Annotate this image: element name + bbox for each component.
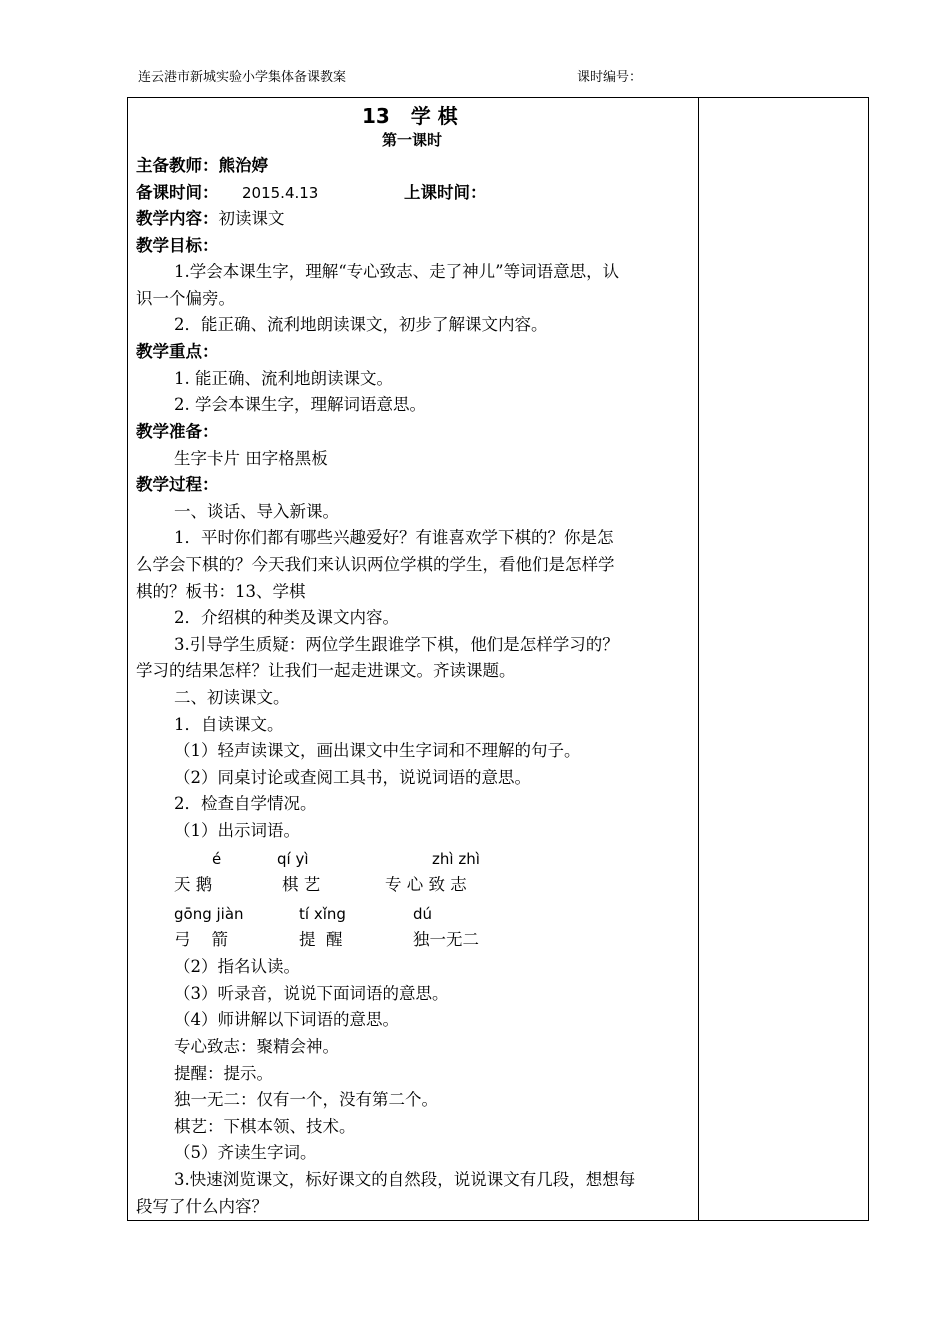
vocab-pinyin: zhì zhì: [432, 850, 480, 868]
vocab-word: 独一无二: [413, 930, 479, 949]
process-line: 专心致志：聚精会神。: [174, 1037, 339, 1056]
process-line: 1．自读课文。: [174, 715, 284, 734]
vocab-word: 弓 箭: [174, 930, 228, 949]
process-line: 1．平时你们都有哪些兴趣爱好？有谁喜欢学下棋的？你是怎: [174, 528, 614, 547]
key-point-1: 1. 能正确、流利地朗读课文。: [174, 369, 393, 388]
goal-1-line-a: 1.学会本课生字，理解“专心致志、走了神儿”等词语意思，认: [174, 262, 620, 281]
process-line: 2．检查自学情况。: [174, 794, 317, 813]
process-line: 3.快速浏览课文，标好课文的自然段，说说课文有几段，想想每: [174, 1170, 636, 1189]
prep-time-label: 备课时间：: [136, 183, 219, 202]
goals-label: 教学目标：: [136, 236, 219, 255]
lesson-number-label: 课时编号：: [577, 70, 643, 85]
vocab-pinyin: gōng jiàn: [174, 905, 244, 923]
process-line: 棋的？板书：13、学棋: [136, 582, 306, 601]
prep-date: 2015.4.13: [242, 184, 319, 202]
prep-time-line: [136, 183, 487, 203]
lesson-subtitle: 第一课时: [382, 131, 443, 149]
vocab-word: 天 鹅: [174, 875, 213, 894]
goal-2: 2．能正确、流利地朗读课文，初步了解课文内容。: [174, 315, 548, 334]
teacher-line: 主备教师：熊治婷: [136, 156, 268, 175]
process-line: （2）指名认读。: [174, 957, 300, 976]
goal-1-line-b: 识一个偏旁。: [136, 289, 235, 308]
process-line: 3.引导学生质疑：两位学生跟谁学下棋，他们是怎样学习的？: [174, 635, 619, 654]
vocab-pinyin: qí yì: [277, 850, 309, 868]
process-line: 一、谈话、导入新课。: [174, 502, 339, 521]
content-line: [136, 209, 285, 229]
process-line: 独一无二：仅有一个，没有第二个。: [174, 1090, 438, 1109]
vocab-word: 专 心 致 志: [385, 875, 467, 894]
vocab-word: 棋 艺: [282, 875, 321, 894]
key-point-2: 2. 学会本课生字，理解词语意思。: [174, 395, 426, 414]
process-line: 棋艺：下棋本领、技术。: [174, 1117, 356, 1136]
process-line: 二、初读课文。: [174, 688, 290, 707]
process-line: （2）同桌讨论或查阅工具书，说说词语的意思。: [174, 768, 531, 787]
process-line: （1）轻声读课文，画出课文中生字词和不理解的句子。: [174, 741, 581, 760]
school-header: 连云港市新城实验小学集体备课教案: [138, 70, 347, 85]
prep-items: 生字卡片 田字格黑板: [174, 449, 328, 468]
process-label: 教学过程：: [136, 475, 219, 494]
vocab-pinyin: tí xǐng: [299, 905, 346, 923]
column-divider: [698, 98, 699, 1220]
process-line: 2．介绍棋的种类及课文内容。: [174, 608, 399, 627]
process-line: （4）师讲解以下词语的意思。: [174, 1010, 399, 1029]
content-label: 教学内容：: [136, 209, 219, 228]
lesson-plan-table: [127, 97, 869, 1221]
content-value: 初读课文: [218, 209, 285, 228]
key-points-label: 教学重点：: [136, 342, 219, 361]
vocab-pinyin: é: [212, 850, 222, 868]
process-line: （5）齐读生字词。: [174, 1143, 317, 1162]
class-time-label: 上课时间：: [404, 183, 487, 202]
process-line: （1）出示词语。: [174, 821, 300, 840]
process-line: （3）听录音，说说下面词语的意思。: [174, 984, 449, 1003]
vocab-pinyin: dú: [413, 905, 433, 923]
process-line: 么学会下棋的？今天我们来认识两位学棋的学生，看他们是怎样学: [136, 555, 615, 574]
lesson-title: 13 学 棋: [362, 104, 458, 128]
prep-label: 教学准备：: [136, 422, 219, 441]
process-line: 学习的结果怎样？让我们一起走进课文。齐读课题。: [136, 661, 516, 680]
process-line: 段写了什么内容？: [136, 1197, 268, 1216]
vocab-word: 提 醒: [299, 930, 343, 949]
process-line: 提醒：提示。: [174, 1064, 273, 1083]
